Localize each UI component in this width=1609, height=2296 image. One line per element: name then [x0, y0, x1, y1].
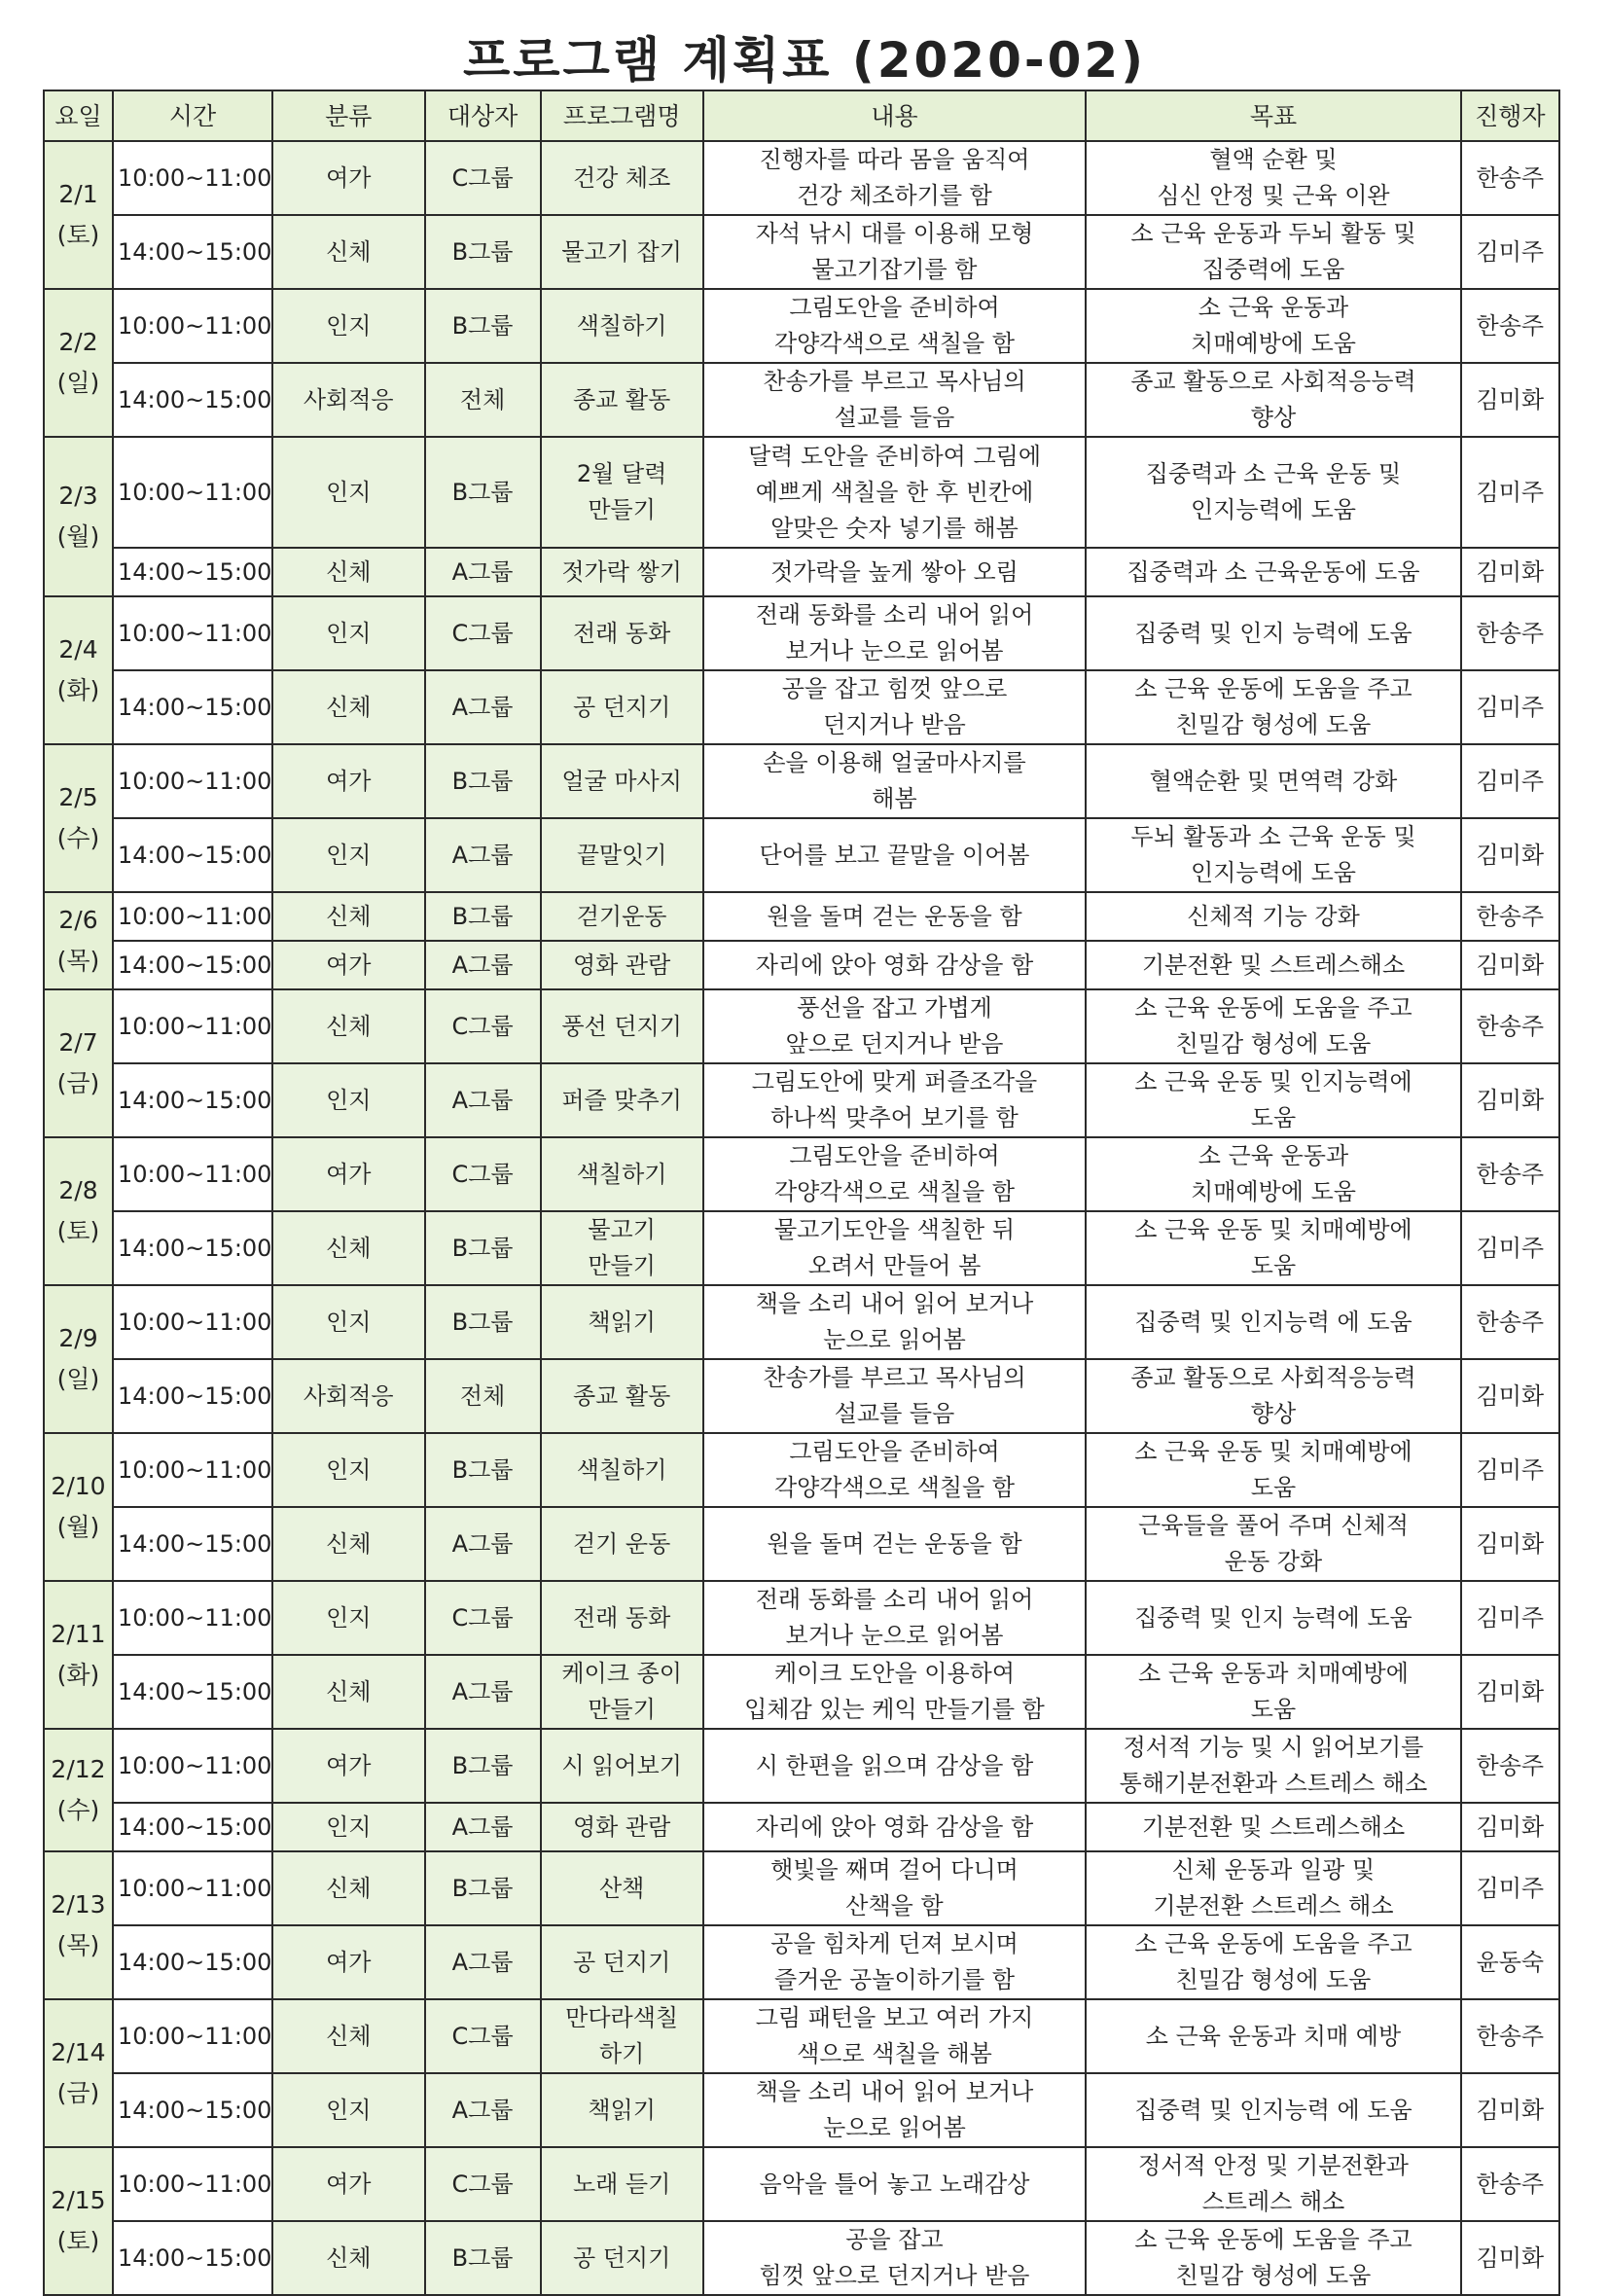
time-cell: 14:00~15:00: [113, 2073, 272, 2147]
program-name-cell: 종교 활동: [541, 363, 703, 437]
category-cell: 여가: [272, 1729, 425, 1803]
goal-cell: 소 근육 운동과 치매예방에 도움: [1086, 1655, 1460, 1729]
goal-cell: 기분전환 및 스트레스해소: [1086, 941, 1460, 989]
program-name-cell: 공 던지기: [541, 2221, 703, 2295]
leader-cell: 한송주: [1461, 141, 1559, 215]
program-name-cell: 건강 체조: [541, 141, 703, 215]
time-cell: 10:00~11:00: [113, 744, 272, 818]
time-cell: 10:00~11:00: [113, 1433, 272, 1507]
table-row: [44, 941, 1559, 989]
group-cell: B그룹: [425, 437, 541, 548]
goal-cell: 소 근육 운동 및 치매예방에 도움: [1086, 1433, 1460, 1507]
program-name-cell: 종교 활동: [541, 1359, 703, 1433]
category-cell: 인지: [272, 1433, 425, 1507]
group-cell: B그룹: [425, 2221, 541, 2295]
category-cell: 여가: [272, 141, 425, 215]
time-cell: 14:00~15:00: [113, 941, 272, 989]
day-cell: 2/7 (금): [44, 989, 113, 1137]
leader-cell: 한송주: [1461, 1285, 1559, 1359]
table-row: [44, 141, 1559, 215]
group-cell: C그룹: [425, 141, 541, 215]
leader-cell: 김미주: [1461, 1581, 1559, 1655]
program-name-cell: 공 던지기: [541, 670, 703, 744]
table-row: [44, 818, 1559, 892]
leader-cell: 김미화: [1461, 1063, 1559, 1137]
group-cell: A그룹: [425, 2073, 541, 2147]
group-cell: C그룹: [425, 596, 541, 670]
program-name-cell: 물고기 만들기: [541, 1211, 703, 1285]
table-row: [44, 1063, 1559, 1137]
category-cell: 신체: [272, 548, 425, 596]
group-cell: C그룹: [425, 989, 541, 1063]
program-name-cell: 걷기 운동: [541, 1507, 703, 1581]
goal-cell: 정서적 기능 및 시 읽어보기를 통해기분전환과 스트레스 해소: [1086, 1729, 1460, 1803]
program-name-cell: 전래 동화: [541, 1581, 703, 1655]
content-cell: 시 한편을 읽으며 감상을 함: [703, 1729, 1087, 1803]
program-name-cell: 산책: [541, 1851, 703, 1925]
leader-cell: 김미화: [1461, 2221, 1559, 2295]
table-body: [44, 141, 1559, 2295]
category-cell: 신체: [272, 1999, 425, 2073]
goal-cell: 소 근육 운동과 치매예방에 도움: [1086, 1137, 1460, 1211]
time-cell: 14:00~15:00: [113, 1655, 272, 1729]
goal-cell: 소 근육 운동과 두뇌 활동 및 집중력에 도움: [1086, 215, 1460, 289]
time-cell: 14:00~15:00: [113, 670, 272, 744]
goal-cell: 소 근육 운동에 도움을 주고 친밀감 형성에 도움: [1086, 670, 1460, 744]
page-title: 프로그램 계획표 (2020-02): [462, 32, 1147, 89]
leader-cell: 김미화: [1461, 1803, 1559, 1851]
content-cell: 자리에 앉아 영화 감상을 함: [703, 941, 1087, 989]
category-cell: 인지: [272, 1803, 425, 1851]
leader-cell: 김미주: [1461, 1851, 1559, 1925]
col-header-content: 내용: [703, 90, 1087, 141]
program-name-cell: 색칠하기: [541, 289, 703, 363]
table-row: [44, 1655, 1559, 1729]
leader-cell: 김미주: [1461, 670, 1559, 744]
content-cell: 햇빛을 째며 걸어 다니며 산책을 함: [703, 1851, 1087, 1925]
group-cell: B그룹: [425, 892, 541, 941]
table-row: [44, 1359, 1559, 1433]
col-header-category: 분류: [272, 90, 425, 141]
leader-cell: 김미주: [1461, 1211, 1559, 1285]
table-row: [44, 289, 1559, 363]
program-name-cell: 퍼즐 맞추기: [541, 1063, 703, 1137]
table-row: [44, 1581, 1559, 1655]
group-cell: B그룹: [425, 1285, 541, 1359]
content-cell: 찬송가를 부르고 목사님의 설교를 들음: [703, 1359, 1087, 1433]
category-cell: 신체: [272, 989, 425, 1063]
day-cell: 2/13 (목): [44, 1851, 113, 1999]
leader-cell: 한송주: [1461, 989, 1559, 1063]
content-cell: 책을 소리 내어 읽어 보거나 눈으로 읽어봄: [703, 2073, 1087, 2147]
goal-cell: 집중력 및 인지 능력에 도움: [1086, 1581, 1460, 1655]
group-cell: B그룹: [425, 289, 541, 363]
table-row: [44, 1803, 1559, 1851]
leader-cell: 한송주: [1461, 289, 1559, 363]
category-cell: 신체: [272, 1851, 425, 1925]
time-cell: 10:00~11:00: [113, 141, 272, 215]
program-name-cell: 책읽기: [541, 1285, 703, 1359]
leader-cell: 한송주: [1461, 2147, 1559, 2221]
content-cell: 원을 돌며 걷는 운동을 함: [703, 892, 1087, 941]
day-cell: 2/11 (화): [44, 1581, 113, 1729]
table-row: [44, 1507, 1559, 1581]
content-cell: 그림도안을 준비하여 각양각색으로 색칠을 함: [703, 1433, 1087, 1507]
day-cell: 2/5 (수): [44, 744, 113, 892]
category-cell: 신체: [272, 1655, 425, 1729]
table-row: [44, 1925, 1559, 1999]
table-row: [44, 1851, 1559, 1925]
content-cell: 전래 동화를 소리 내어 읽어 보거나 눈으로 읽어봄: [703, 1581, 1087, 1655]
program-name-cell: 2월 달력 만들기: [541, 437, 703, 548]
group-cell: 전체: [425, 363, 541, 437]
table-row: [44, 1999, 1559, 2073]
content-cell: 찬송가를 부르고 목사님의 설교를 들음: [703, 363, 1087, 437]
content-cell: 공을 잡고 힘껏 앞으로 던지거나 받음: [703, 2221, 1087, 2295]
group-cell: B그룹: [425, 744, 541, 818]
program-name-cell: 공 던지기: [541, 1925, 703, 1999]
leader-cell: 김미화: [1461, 1359, 1559, 1433]
program-name-cell: 얼굴 마사지: [541, 744, 703, 818]
leader-cell: 한송주: [1461, 1729, 1559, 1803]
time-cell: 14:00~15:00: [113, 1507, 272, 1581]
group-cell: A그룹: [425, 1655, 541, 1729]
category-cell: 여가: [272, 2147, 425, 2221]
content-cell: 그림도안에 맞게 퍼즐조각을 하나씩 맞추어 보기를 함: [703, 1063, 1087, 1137]
leader-cell: 한송주: [1461, 596, 1559, 670]
header-row: [44, 90, 1559, 141]
col-header-group: 대상자: [425, 90, 541, 141]
table-row: [44, 437, 1559, 548]
table-row: [44, 2073, 1559, 2147]
col-header-program: 프로그램명: [541, 90, 703, 141]
leader-cell: 김미주: [1461, 215, 1559, 289]
category-cell: 인지: [272, 596, 425, 670]
col-header-time: 시간: [113, 90, 272, 141]
category-cell: 신체: [272, 2221, 425, 2295]
leader-cell: 김미주: [1461, 744, 1559, 818]
group-cell: A그룹: [425, 818, 541, 892]
time-cell: 14:00~15:00: [113, 1803, 272, 1851]
day-cell: 2/4 (화): [44, 596, 113, 744]
category-cell: 신체: [272, 670, 425, 744]
goal-cell: 소 근육 운동에 도움을 주고 친밀감 형성에 도움: [1086, 2221, 1460, 2295]
category-cell: 신체: [272, 1211, 425, 1285]
program-name-cell: 색칠하기: [541, 1433, 703, 1507]
group-cell: A그룹: [425, 941, 541, 989]
leader-cell: 김미주: [1461, 437, 1559, 548]
time-cell: 14:00~15:00: [113, 2221, 272, 2295]
day-cell: 2/3 (월): [44, 437, 113, 596]
table-row: [44, 1137, 1559, 1211]
category-cell: 인지: [272, 1581, 425, 1655]
content-cell: 공을 힘차게 던져 보시며 즐거운 공놀이하기를 함: [703, 1925, 1087, 1999]
day-cell: 2/2 (일): [44, 289, 113, 437]
goal-cell: 신체 운동과 일광 및 기분전환 스트레스 해소: [1086, 1851, 1460, 1925]
leader-cell: 김미화: [1461, 363, 1559, 437]
program-name-cell: 시 읽어보기: [541, 1729, 703, 1803]
time-cell: 10:00~11:00: [113, 1729, 272, 1803]
content-cell: 손을 이용해 얼굴마사지를 해봄: [703, 744, 1087, 818]
goal-cell: 소 근육 운동에 도움을 주고 친밀감 형성에 도움: [1086, 989, 1460, 1063]
day-cell: 2/15 (토): [44, 2147, 113, 2295]
category-cell: 사회적응: [272, 1359, 425, 1433]
category-cell: 여가: [272, 744, 425, 818]
col-header-goal: 목표: [1086, 90, 1460, 141]
category-cell: 인지: [272, 2073, 425, 2147]
leader-cell: 김미화: [1461, 548, 1559, 596]
program-name-cell: 물고기 잡기: [541, 215, 703, 289]
program-name-cell: 케이크 종이 만들기: [541, 1655, 703, 1729]
category-cell: 신체: [272, 1507, 425, 1581]
leader-cell: 김미화: [1461, 941, 1559, 989]
program-name-cell: 영화 관람: [541, 941, 703, 989]
program-name-cell: 끝말잇기: [541, 818, 703, 892]
category-cell: 인지: [272, 437, 425, 548]
table-row: [44, 548, 1559, 596]
program-name-cell: 풍선 던지기: [541, 989, 703, 1063]
content-cell: 자리에 앉아 영화 감상을 함: [703, 1803, 1087, 1851]
goal-cell: 소 근육 운동과 치매 예방: [1086, 1999, 1460, 2073]
group-cell: B그룹: [425, 1729, 541, 1803]
table-row: [44, 2147, 1559, 2221]
time-cell: 14:00~15:00: [113, 363, 272, 437]
time-cell: 10:00~11:00: [113, 1851, 272, 1925]
day-cell: 2/9 (일): [44, 1285, 113, 1433]
program-name-cell: 걷기운동: [541, 892, 703, 941]
content-cell: 음악을 틀어 놓고 노래감상: [703, 2147, 1087, 2221]
goal-cell: 신체적 기능 강화: [1086, 892, 1460, 941]
program-plan-table: [43, 90, 1560, 2296]
group-cell: A그룹: [425, 1063, 541, 1137]
content-cell: 그림도안을 준비하여 각양각색으로 색칠을 함: [703, 1137, 1087, 1211]
leader-cell: 한송주: [1461, 892, 1559, 941]
goal-cell: 종교 활동으로 사회적응능력 향상: [1086, 363, 1460, 437]
table-row: [44, 363, 1559, 437]
group-cell: C그룹: [425, 1581, 541, 1655]
content-cell: 그림도안을 준비하여 각양각색으로 색칠을 함: [703, 289, 1087, 363]
time-cell: 14:00~15:00: [113, 1925, 272, 1999]
time-cell: 14:00~15:00: [113, 548, 272, 596]
goal-cell: 소 근육 운동 및 치매예방에 도움: [1086, 1211, 1460, 1285]
time-cell: 10:00~11:00: [113, 437, 272, 548]
time-cell: 10:00~11:00: [113, 1999, 272, 2073]
program-name-cell: 책읽기: [541, 2073, 703, 2147]
goal-cell: 집중력과 소 근육운동에 도움: [1086, 548, 1460, 596]
category-cell: 인지: [272, 818, 425, 892]
goal-cell: 근육들을 풀어 주며 신체적 운동 강화: [1086, 1507, 1460, 1581]
category-cell: 인지: [272, 1063, 425, 1137]
category-cell: 인지: [272, 289, 425, 363]
table-row: [44, 215, 1559, 289]
time-cell: 10:00~11:00: [113, 289, 272, 363]
table-row: [44, 989, 1559, 1063]
goal-cell: 소 근육 운동에 도움을 주고 친밀감 형성에 도움: [1086, 1925, 1460, 1999]
day-cell: 2/1 (토): [44, 141, 113, 289]
group-cell: B그룹: [425, 1851, 541, 1925]
program-name-cell: 만다라색칠 하기: [541, 1999, 703, 2073]
leader-cell: 윤동숙: [1461, 1925, 1559, 1999]
table-row: [44, 596, 1559, 670]
table-row: [44, 2221, 1559, 2295]
day-cell: 2/14 (금): [44, 1999, 113, 2147]
category-cell: 여가: [272, 1925, 425, 1999]
category-cell: 신체: [272, 892, 425, 941]
leader-cell: 한송주: [1461, 1137, 1559, 1211]
category-cell: 여가: [272, 941, 425, 989]
goal-cell: 소 근육 운동과 치매예방에 도움: [1086, 289, 1460, 363]
program-name-cell: 색칠하기: [541, 1137, 703, 1211]
time-cell: 14:00~15:00: [113, 818, 272, 892]
col-header-leader: 진행자: [1461, 90, 1559, 141]
program-name-cell: 노래 듣기: [541, 2147, 703, 2221]
group-cell: C그룹: [425, 2147, 541, 2221]
content-cell: 젓가락을 높게 쌓아 오림: [703, 548, 1087, 596]
goal-cell: 집중력 및 인지능력 에 도움: [1086, 2073, 1460, 2147]
goal-cell: 집중력 및 인지 능력에 도움: [1086, 596, 1460, 670]
time-cell: 10:00~11:00: [113, 892, 272, 941]
program-name-cell: 영화 관람: [541, 1803, 703, 1851]
table-row: [44, 1211, 1559, 1285]
group-cell: 전체: [425, 1359, 541, 1433]
goal-cell: 혈액 순환 및 심신 안정 및 근육 이완: [1086, 141, 1460, 215]
group-cell: C그룹: [425, 1999, 541, 2073]
content-cell: 원을 돌며 걷는 운동을 함: [703, 1507, 1087, 1581]
content-cell: 단어를 보고 끝말을 이어봄: [703, 818, 1087, 892]
group-cell: A그룹: [425, 548, 541, 596]
content-cell: 공을 잡고 힘껏 앞으로 던지거나 받음: [703, 670, 1087, 744]
group-cell: A그룹: [425, 1507, 541, 1581]
content-cell: 달력 도안을 준비하여 그림에 예쁘게 색칠을 한 후 빈칸에 알맞은 숫자 넣기를 해봄: [703, 437, 1087, 548]
leader-cell: 김미화: [1461, 1507, 1559, 1581]
table-row: [44, 1433, 1559, 1507]
table-row: [44, 670, 1559, 744]
content-cell: 그림 패턴을 보고 여러 가지 색으로 색칠을 해봄: [703, 1999, 1087, 2073]
program-name-cell: 젓가락 쌓기: [541, 548, 703, 596]
goal-cell: 정서적 안정 및 기분전환과 스트레스 해소: [1086, 2147, 1460, 2221]
time-cell: 10:00~11:00: [113, 1581, 272, 1655]
day-cell: 2/8 (토): [44, 1137, 113, 1285]
goal-cell: 집중력 및 인지능력 에 도움: [1086, 1285, 1460, 1359]
content-cell: 전래 동화를 소리 내어 읽어 보거나 눈으로 읽어봄: [703, 596, 1087, 670]
time-cell: 14:00~15:00: [113, 1063, 272, 1137]
goal-cell: 두뇌 활동과 소 근육 운동 및 인지능력에 도움: [1086, 818, 1460, 892]
content-cell: 케이크 도안을 이용하여 입체감 있는 케익 만들기를 함: [703, 1655, 1087, 1729]
group-cell: A그룹: [425, 1803, 541, 1851]
category-cell: 신체: [272, 215, 425, 289]
content-cell: 풍선을 잡고 가볍게 앞으로 던지거나 받음: [703, 989, 1087, 1063]
group-cell: B그룹: [425, 215, 541, 289]
leader-cell: 김미화: [1461, 1655, 1559, 1729]
leader-cell: 한송주: [1461, 1999, 1559, 2073]
group-cell: C그룹: [425, 1137, 541, 1211]
day-cell: 2/12 (수): [44, 1729, 113, 1851]
content-cell: 진행자를 따라 몸을 움직여 건강 체조하기를 함: [703, 141, 1087, 215]
time-cell: 10:00~11:00: [113, 596, 272, 670]
col-header-day: 요일: [44, 90, 113, 141]
time-cell: 10:00~11:00: [113, 1137, 272, 1211]
leader-cell: 김미화: [1461, 818, 1559, 892]
day-cell: 2/6 (목): [44, 892, 113, 989]
goal-cell: 집중력과 소 근육 운동 및 인지능력에 도움: [1086, 437, 1460, 548]
group-cell: B그룹: [425, 1211, 541, 1285]
group-cell: B그룹: [425, 1433, 541, 1507]
content-cell: 자석 낚시 대를 이용해 모형 물고기잡기를 함: [703, 215, 1087, 289]
day-cell: 2/10 (월): [44, 1433, 113, 1581]
table-row: [44, 744, 1559, 818]
group-cell: A그룹: [425, 670, 541, 744]
leader-cell: 김미화: [1461, 2073, 1559, 2147]
category-cell: 인지: [272, 1285, 425, 1359]
goal-cell: 소 근육 운동 및 인지능력에 도움: [1086, 1063, 1460, 1137]
group-cell: A그룹: [425, 1925, 541, 1999]
goal-cell: 혈액순환 및 면역력 강화: [1086, 744, 1460, 818]
time-cell: 14:00~15:00: [113, 1211, 272, 1285]
time-cell: 14:00~15:00: [113, 215, 272, 289]
table-row: [44, 892, 1559, 941]
time-cell: 10:00~11:00: [113, 1285, 272, 1359]
goal-cell: 기분전환 및 스트레스해소: [1086, 1803, 1460, 1851]
content-cell: 물고기도안을 색칠한 뒤 오려서 만들어 봄: [703, 1211, 1087, 1285]
goal-cell: 종교 활동으로 사회적응능력 향상: [1086, 1359, 1460, 1433]
content-cell: 책을 소리 내어 읽어 보거나 눈으로 읽어봄: [703, 1285, 1087, 1359]
time-cell: 10:00~11:00: [113, 989, 272, 1063]
program-name-cell: 전래 동화: [541, 596, 703, 670]
time-cell: 14:00~15:00: [113, 1359, 272, 1433]
table-row: [44, 1285, 1559, 1359]
table-row: [44, 1729, 1559, 1803]
leader-cell: 김미주: [1461, 1433, 1559, 1507]
category-cell: 여가: [272, 1137, 425, 1211]
category-cell: 사회적응: [272, 363, 425, 437]
time-cell: 10:00~11:00: [113, 2147, 272, 2221]
